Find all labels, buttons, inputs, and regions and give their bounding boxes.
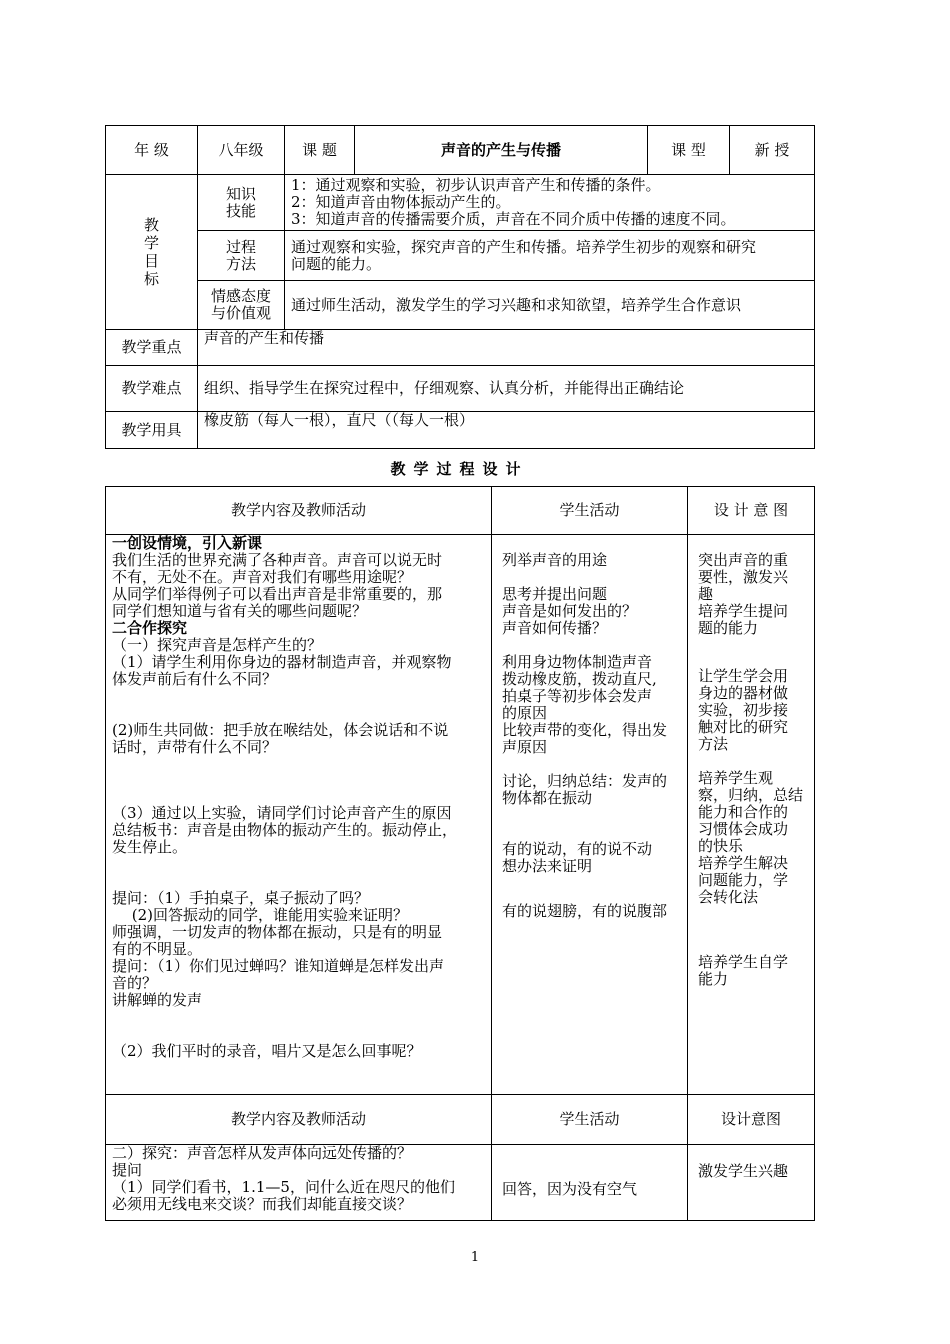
objectives-label: 教 学 目 标 [106, 175, 198, 330]
tools-label: 教学用具 [106, 412, 198, 449]
type-label: 课 型 [648, 126, 730, 175]
content-column-header: 教学内容及教师活动 [106, 487, 492, 535]
topic-value: 声音的产生与传播 [355, 126, 648, 175]
process-design-title: 教学过程设计 [390, 460, 529, 478]
process-method-label: 过程 方法 [198, 231, 285, 281]
lesson-info-table [105, 125, 815, 449]
design-intent-cell: 突出声音的重 要性，激发兴 趣 培养学生提问 题的能力 让学生学会用 身边的器材做 实验，初步接 触对比的研究 方法 培养学生观 察，归纳，总结 能力和合作的 习惯体会成功 的快乐 培养学生解决 问题能力，学 会转化法 培养学生自学 能力 [688, 535, 815, 1095]
knowledge-text: 1：通过观察和实验，初步认识声音产生和传播的条件。 2：知道声音由物体振动产生的。 3：知道声音的传播需要介质，声音在不同介质中传播的速度不同。 [285, 175, 815, 231]
teacher-activity-cell: 一创设情境，引入新课 我们生活的世界充满了各种声音。声音可以说无时 不有，无处不在。声音对我们有哪些用途呢？ 从同学们举得例子可以看出声音是非常重要的，那 同学们想知道与省有关的哪些问题呢？ 二合作探究 （一）探究声音是怎样产生的？ （1）请学生利用你身边的器材制造声音，并观察物 体发声前后有什么不同？ (2)师生共同做：把手放在喉结处，体会说话和不说 话时，声带有什么不同？ （3）通过以上实验，请同学们讨论声音产生的原因 总结板书：声音是由物体的振动产生的。振动停止， 发生停止。 提问：（1）手拍桌子，桌子振动了吗？ (2)回答振动的同学，谁能用实验来证明？ 师强调，一切发声的物体都在振动，只是有的明显 有的不明显。 提问：（1）你们见过蝉吗？谁知道蝉是怎样发出声 音的？ 讲解蝉的发声 （2）我们平时的录音，唱片又是怎么回事呢？ [106, 535, 492, 1095]
difficulty-label: 教学难点 [106, 366, 198, 412]
tools-text: 橡皮筋（每人一根），直尺（（每人一根） [198, 412, 815, 449]
focus-label: 教学重点 [106, 330, 198, 366]
intent-column-header: 设 计 意 图 [688, 487, 815, 535]
emotion-text: 通过师生活动，激发学生的学习兴趣和求知欲望，培养学生合作意识 [285, 281, 815, 330]
focus-text: 声音的产生和传播 [198, 330, 815, 366]
student-column-header: 学生活动 [492, 487, 688, 535]
design-intent-cell-2: 激发学生兴趣 [688, 1145, 815, 1221]
student-activity-cell-2: 回答，因为没有空气 [492, 1145, 688, 1221]
emotion-label: 情感态度 与价值观 [198, 281, 285, 330]
student-column-header-2: 学生活动 [492, 1095, 688, 1145]
knowledge-label: 知识 技能 [198, 175, 285, 231]
topic-label: 课 题 [285, 126, 355, 175]
content-column-header-2: 教学内容及教师活动 [106, 1095, 492, 1145]
difficulty-text: 组织、指导学生在探究过程中，仔细观察、认真分析，并能得出正确结论 [198, 366, 815, 412]
teacher-activity-cell-2: 二）探究：声音怎样从发声体向远处传播的？ 提问 （1）同学们看书，1.1—5，问什么近在咫尺的他们 必须用无线电来交谈？而我们却能直接交谈？ [106, 1145, 492, 1221]
process-method-text: 通过观察和实验，探究声音的产生和传播。培养学生初步的观察和研究 问题的能力。 [285, 231, 815, 281]
student-activity-cell: 列举声音的用途 思考并提出问题 声音是如何发出的？ 声音如何传播？ 利用身边物体制造声音 拨动橡皮筋，拨动直尺, 拍桌子等初步体会发声 的原因 比较声带的变化，得出发 声原因 讨论，归纳总结：发声的 物体都在振动 有的说动，有的说不动 想办法来证明 有的说翅膀，有的说腹部 [492, 535, 688, 1095]
type-value: 新 授 [730, 126, 815, 175]
grade-value: 八年级 [198, 126, 285, 175]
intent-column-header-2: 设计意图 [688, 1095, 815, 1145]
grade-label: 年 级 [106, 126, 198, 175]
page-number: 1 [470, 1250, 480, 1265]
process-table [105, 486, 815, 1221]
